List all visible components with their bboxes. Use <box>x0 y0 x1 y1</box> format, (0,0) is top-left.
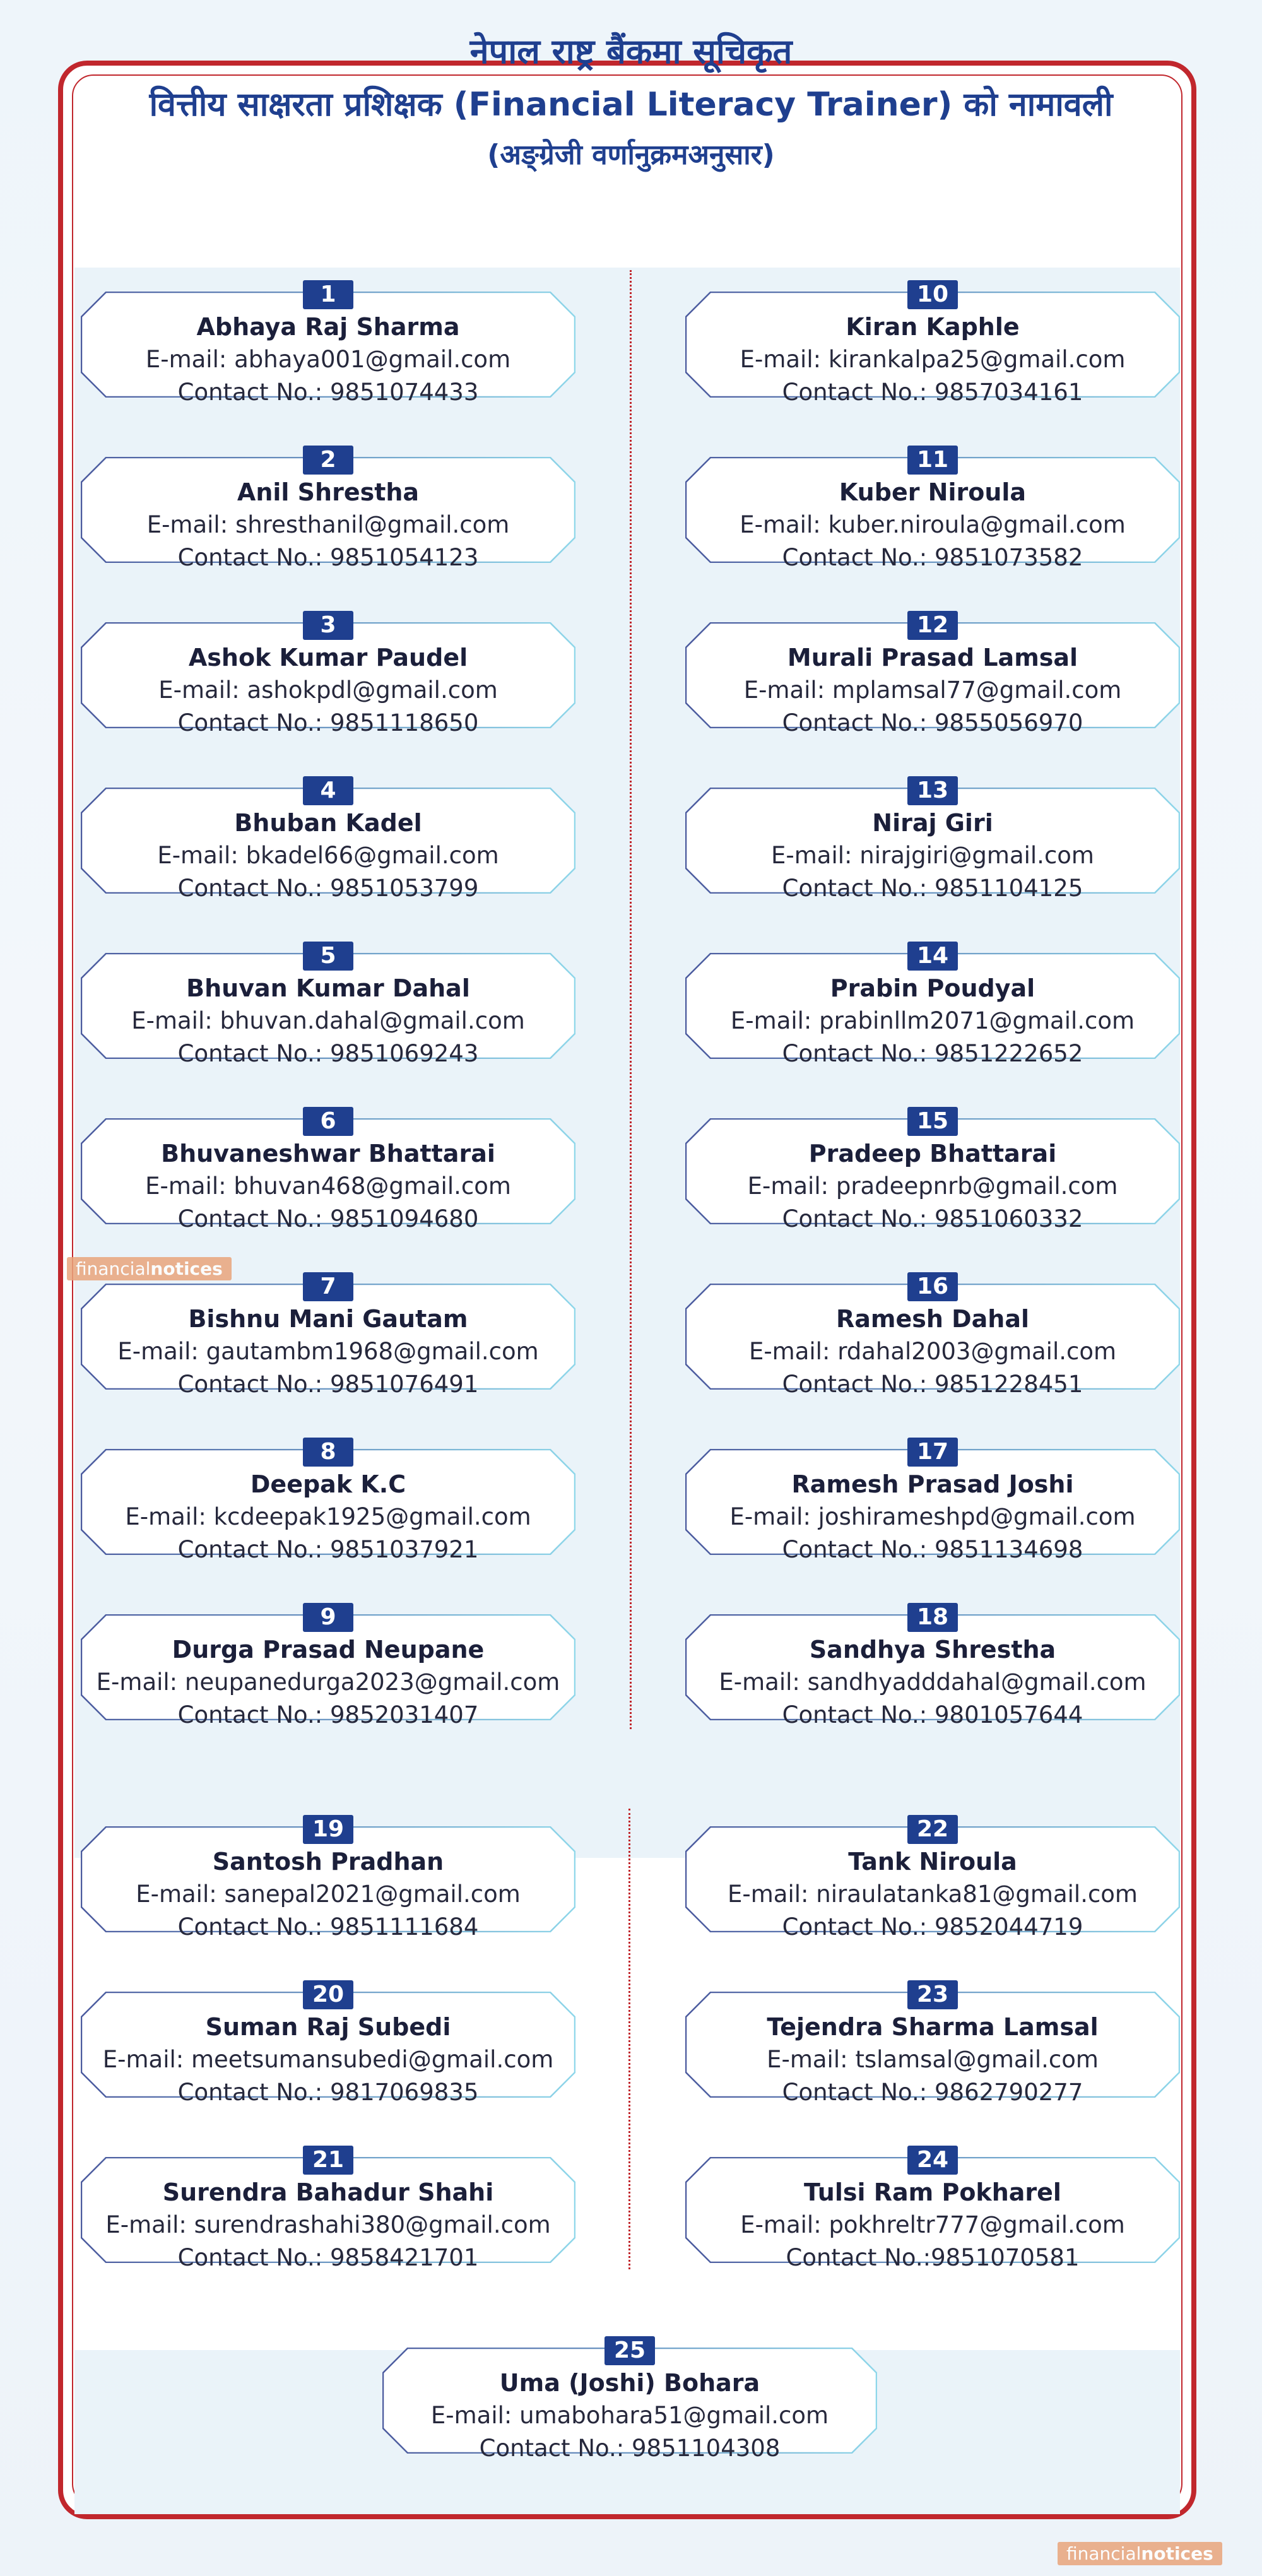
email-label: E-mail: <box>430 2402 520 2429</box>
document-header <box>0 25 1262 179</box>
trainer-email-row <box>382 2402 877 2429</box>
email-label: E-mail: <box>719 1669 808 1696</box>
contact-label: Contact No.: <box>782 379 935 406</box>
trainer-contact[interactable]: 9851222652 <box>934 1040 1083 1067</box>
trainer-contact-row <box>685 2079 1180 2106</box>
trainer-email-row <box>685 2046 1180 2073</box>
trainer-card <box>685 2147 1180 2271</box>
trainer-contact-row <box>81 1913 575 1941</box>
trainer-contact-row <box>81 544 575 571</box>
trainer-email-row <box>81 1007 575 1034</box>
trainer-number-badge: 11 <box>907 446 958 475</box>
trainer-number-badge: 17 <box>907 1438 958 1467</box>
trainer-email[interactable]: mplamsal77@gmail.com <box>832 676 1122 704</box>
trainer-contact-row <box>685 1913 1180 1941</box>
trainer-number-badge: 2 <box>303 446 353 475</box>
trainer-number-badge: 9 <box>303 1603 353 1632</box>
trainer-contact[interactable]: 9851053799 <box>329 875 479 902</box>
contact-label: Contact No.: <box>177 1371 330 1398</box>
trainer-name: Ashok Kumar Paudel <box>188 644 468 671</box>
trainer-email-row <box>685 511 1180 538</box>
trainer-name: Kiran Kaphle <box>846 313 1020 341</box>
trainer-email[interactable]: rdahal2003@gmail.com <box>837 1338 1117 1365</box>
trainer-email-row <box>685 1503 1180 1530</box>
email-label: E-mail: <box>145 1173 234 1200</box>
email-label: E-mail: <box>136 1881 225 1908</box>
contact-label: Contact No.: <box>177 875 330 902</box>
trainer-email[interactable]: prabinllm2071@gmail.com <box>819 1007 1135 1034</box>
email-label: E-mail: <box>730 1007 820 1034</box>
trainer-contact[interactable]: 9851037921 <box>329 1536 479 1563</box>
contact-label: Contact No.: <box>177 1913 330 1941</box>
contact-label: Contact No.: <box>786 2244 931 2271</box>
trainer-contact[interactable]: 9851111684 <box>329 1913 479 1941</box>
contact-label: Contact No.: <box>782 1371 935 1398</box>
trainer-email-row <box>685 676 1180 704</box>
watermark-text-2: notices <box>1141 2543 1213 2564</box>
trainer-card <box>81 1108 575 1232</box>
trainer-name: Murali Prasad Lamsal <box>787 644 1078 671</box>
trainer-contact-row <box>81 1371 575 1398</box>
trainer-card <box>382 2337 877 2462</box>
trainer-email[interactable]: gautambm1968@gmail.com <box>206 1338 539 1365</box>
trainer-number-badge: 12 <box>907 611 958 640</box>
trainer-email[interactable]: niraulatanka81@gmail.com <box>816 1881 1138 1908</box>
contact-label: Contact No.: <box>479 2435 632 2462</box>
trainer-email-row <box>81 1669 575 1696</box>
trainer-name: Pradeep Bhattarai <box>808 1140 1057 1167</box>
email-label: E-mail: <box>146 511 235 538</box>
trainer-email[interactable]: kcdeepak1925@gmail.com <box>213 1503 531 1530</box>
trainer-name: Niraj Giri <box>872 809 993 837</box>
trainer-contact-row <box>685 1040 1180 1067</box>
contact-label: Contact No.: <box>782 1040 935 1067</box>
trainer-card <box>685 612 1180 736</box>
contact-label: Contact No.: <box>177 1205 330 1232</box>
trainer-name: Kuber Niroula <box>839 478 1027 506</box>
trainer-card <box>81 943 575 1067</box>
contact-label: Contact No.: <box>782 544 935 571</box>
trainer-contact[interactable]: 9857034161 <box>934 379 1083 406</box>
trainer-email-row <box>81 1503 575 1530</box>
trainer-name: Suman Raj Subedi <box>205 2013 451 2041</box>
column-divider-bottom <box>628 1809 630 2269</box>
trainer-number-badge: 7 <box>303 1272 353 1301</box>
email-label: E-mail: <box>743 676 832 704</box>
trainer-email[interactable]: kuber.niroula@gmail.com <box>828 511 1126 538</box>
trainer-card <box>685 777 1180 902</box>
trainer-contact-row <box>81 1536 575 1563</box>
trainer-contact[interactable]: 9817069835 <box>329 2079 479 2106</box>
trainer-contact[interactable]: 9852031407 <box>329 1701 479 1728</box>
trainer-contact-row <box>685 1536 1180 1563</box>
email-label: E-mail: <box>102 2046 191 2073</box>
trainer-name: Bishnu Mani Gautam <box>188 1305 468 1333</box>
trainer-email[interactable]: bhuvan468@gmail.com <box>233 1173 511 1200</box>
trainer-email-row <box>685 2211 1180 2238</box>
contact-label: Contact No.: <box>177 544 330 571</box>
contact-label: Contact No.: <box>782 1205 935 1232</box>
trainer-number-badge: 19 <box>303 1815 353 1844</box>
trainer-number-badge: 21 <box>303 2146 353 2175</box>
trainer-email-row <box>81 346 575 373</box>
trainer-email-row <box>685 1173 1180 1200</box>
trainer-name: Tejendra Sharma Lamsal <box>767 2013 1099 2041</box>
trainer-email-row <box>81 842 575 869</box>
trainer-card <box>81 447 575 571</box>
trainer-email[interactable]: abhaya001@gmail.com <box>234 346 511 373</box>
trainer-contact[interactable]: 9851094680 <box>329 1205 479 1232</box>
trainer-number-badge: 25 <box>604 2336 655 2365</box>
trainer-email[interactable]: neupanedurga2023@gmail.com <box>184 1669 560 1696</box>
email-label: E-mail: <box>117 1338 206 1365</box>
trainer-card <box>81 1439 575 1563</box>
trainer-contact-row <box>685 2244 1180 2271</box>
trainer-number-badge: 13 <box>907 776 958 805</box>
trainer-email[interactable]: sandhyadddahal@gmail.com <box>807 1669 1147 1696</box>
trainer-contact-row <box>81 1205 575 1232</box>
contact-label: Contact No.: <box>782 1536 935 1563</box>
trainer-name: Surendra Bahadur Shahi <box>162 2178 494 2206</box>
trainer-name: Tulsi Ram Pokharel <box>804 2178 1061 2206</box>
trainer-name: Uma (Joshi) Bohara <box>499 2369 760 2397</box>
watermark-text-1: financial <box>1066 2543 1141 2564</box>
trainer-contact[interactable]: 9858421701 <box>329 2244 479 2271</box>
trainer-email[interactable]: ashokpdl@gmail.com <box>247 676 498 704</box>
contact-label: Contact No.: <box>177 1701 330 1728</box>
trainer-card <box>685 1439 1180 1563</box>
trainer-contact-row <box>81 875 575 902</box>
trainer-contact[interactable]: 9851228451 <box>934 1371 1083 1398</box>
trainer-contact-row <box>685 709 1180 736</box>
email-label: E-mail: <box>96 1669 185 1696</box>
trainer-name: Abhaya Raj Sharma <box>196 313 460 341</box>
trainer-email-row <box>81 511 575 538</box>
trainer-contact-row <box>81 379 575 406</box>
trainer-number-badge: 20 <box>303 1980 353 2009</box>
trainer-contact-row <box>685 1371 1180 1398</box>
contact-label: Contact No.: <box>782 709 935 736</box>
trainer-email[interactable]: bkadel66@gmail.com <box>245 842 499 869</box>
trainer-card <box>81 1816 575 1941</box>
trainer-email-row <box>685 1669 1180 1696</box>
trainer-contact[interactable]: 9851054123 <box>329 544 479 571</box>
trainer-number-badge: 14 <box>907 942 958 971</box>
title-line-3: (अङ्ग्रेजी वर्णानुक्रमअनुसार) <box>487 139 775 171</box>
contact-label: Contact No.: <box>782 1913 935 1941</box>
trainer-email-row <box>81 1881 575 1908</box>
trainer-contact-row <box>81 2079 575 2106</box>
trainer-card <box>685 1273 1180 1398</box>
trainer-name: Bhuvaneshwar Bhattarai <box>161 1140 495 1167</box>
contact-label: Contact No.: <box>177 379 330 406</box>
trainer-card <box>81 1982 575 2106</box>
trainer-email[interactable]: meetsumansubedi@gmail.com <box>191 2046 554 2073</box>
email-label: E-mail: <box>771 842 860 869</box>
email-label: E-mail: <box>728 1881 817 1908</box>
email-label: E-mail: <box>748 1338 838 1365</box>
trainer-contact-row <box>81 1701 575 1728</box>
trainer-name: Bhuban Kadel <box>234 809 422 837</box>
trainer-email-row <box>81 676 575 704</box>
trainer-email-row <box>685 1338 1180 1365</box>
email-label: E-mail: <box>729 1503 818 1530</box>
trainer-contact[interactable]: 9852044719 <box>934 1913 1083 1941</box>
trainer-contact-row <box>81 2244 575 2271</box>
trainer-email-row <box>81 1338 575 1365</box>
trainer-number-badge: 15 <box>907 1107 958 1136</box>
trainer-email-row <box>685 842 1180 869</box>
trainer-number-badge: 10 <box>907 280 958 309</box>
trainer-contact[interactable]: 9862790277 <box>934 2079 1083 2106</box>
email-label: E-mail: <box>747 1173 836 1200</box>
trainer-name: Ramesh Prasad Joshi <box>791 1470 1074 1498</box>
trainer-number-badge: 4 <box>303 776 353 805</box>
trainer-contact-row <box>382 2435 877 2462</box>
trainer-card <box>81 1604 575 1728</box>
trainer-contact[interactable]: 9851073582 <box>934 544 1083 571</box>
trainer-number-badge: 3 <box>303 611 353 640</box>
trainer-email[interactable]: pokhreltr777@gmail.com <box>829 2211 1125 2238</box>
trainer-card <box>685 1108 1180 1232</box>
trainer-contact[interactable]: 9851104308 <box>631 2435 781 2462</box>
email-label: E-mail: <box>740 2211 829 2238</box>
email-label: E-mail: <box>105 2211 194 2238</box>
trainer-name: Anil Shrestha <box>237 478 420 506</box>
trainer-name: Tank Niroula <box>848 1848 1017 1876</box>
trainer-contact[interactable]: 9855056970 <box>934 709 1083 736</box>
trainer-email[interactable]: sanepal2021@gmail.com <box>224 1881 521 1908</box>
trainer-email[interactable]: shresthanil@gmail.com <box>235 511 510 538</box>
trainer-email[interactable]: tslamsal@gmail.com <box>855 2046 1099 2073</box>
contact-label: Contact No.: <box>177 2079 330 2106</box>
trainer-email[interactable]: joshirameshpd@gmail.com <box>818 1503 1136 1530</box>
trainer-email-row <box>685 1007 1180 1034</box>
trainer-card <box>81 2147 575 2271</box>
trainer-email-row <box>81 2046 575 2073</box>
email-label: E-mail: <box>158 676 247 704</box>
contact-label: Contact No.: <box>177 1040 330 1067</box>
email-label: E-mail: <box>767 2046 856 2073</box>
trainer-email-row <box>685 1881 1180 1908</box>
trainer-contact[interactable]: 9851060332 <box>934 1205 1083 1232</box>
trainer-contact[interactable]: 9851074433 <box>329 379 479 406</box>
trainer-name: Prabin Poudyal <box>830 974 1035 1002</box>
trainer-card <box>685 1982 1180 2106</box>
trainer-email[interactable]: kirankalpa25@gmail.com <box>828 346 1126 373</box>
trainer-card <box>685 447 1180 571</box>
trainer-number-badge: 8 <box>303 1438 353 1467</box>
trainer-contact[interactable]: 9851104125 <box>934 875 1083 902</box>
trainer-number-badge: 23 <box>907 1980 958 2009</box>
trainer-name: Durga Prasad Neupane <box>172 1636 485 1663</box>
trainer-contact-row <box>685 875 1180 902</box>
email-label: E-mail: <box>740 511 829 538</box>
trainer-email-row <box>81 1173 575 1200</box>
trainer-email[interactable]: bhuvan.dahal@gmail.com <box>220 1007 525 1034</box>
trainer-contact-row <box>685 379 1180 406</box>
contact-label: Contact No.: <box>782 1701 935 1728</box>
contact-label: Contact No.: <box>177 709 330 736</box>
trainer-card <box>685 1816 1180 1941</box>
trainer-contact[interactable]: 9851118650 <box>329 709 479 736</box>
trainer-contact-row <box>685 1205 1180 1232</box>
trainer-card <box>81 281 575 406</box>
email-label: E-mail: <box>131 1007 220 1034</box>
trainer-number-badge: 16 <box>907 1272 958 1301</box>
watermark-badge-corner <box>1058 2542 1222 2565</box>
contact-label: Contact No.: <box>782 875 935 902</box>
trainer-card <box>685 943 1180 1067</box>
trainer-card <box>685 281 1180 406</box>
email-label: E-mail: <box>157 842 246 869</box>
trainer-contact-row <box>685 1701 1180 1728</box>
title-line-1: नेपाल राष्ट्र बैंकमा सूचिकृत <box>469 32 793 71</box>
contact-label: Contact No.: <box>177 1536 330 1563</box>
trainer-name: Ramesh Dahal <box>835 1305 1030 1333</box>
trainer-email[interactable]: surendrashahi380@gmail.com <box>194 2211 551 2238</box>
trainer-contact-row <box>81 709 575 736</box>
trainer-email[interactable]: umabohara51@gmail.com <box>519 2402 829 2429</box>
email-label: E-mail: <box>740 346 829 373</box>
trainer-number-badge: 22 <box>907 1815 958 1844</box>
watermark-text-1: financial <box>76 1258 151 1279</box>
trainer-name: Sandhya Shrestha <box>809 1636 1056 1663</box>
trainer-contact[interactable]: 9851070581 <box>931 2244 1080 2271</box>
trainer-contact-row <box>81 1040 575 1067</box>
email-label: E-mail: <box>145 346 235 373</box>
trainer-contact[interactable]: 9851069243 <box>329 1040 479 1067</box>
watermark-badge <box>67 1257 232 1280</box>
trainer-number-badge: 5 <box>303 942 353 971</box>
trainer-contact[interactable]: 9851076491 <box>329 1371 479 1398</box>
trainer-email[interactable]: nirajgiri@gmail.com <box>859 842 1094 869</box>
contact-label: Contact No.: <box>782 2079 935 2106</box>
trainer-name: Bhuvan Kumar Dahal <box>186 974 470 1002</box>
trainer-card <box>685 1604 1180 1728</box>
trainer-card <box>81 612 575 736</box>
trainer-card <box>81 1273 575 1398</box>
trainer-card <box>81 777 575 902</box>
title-line-2: वित्तीय साक्षरता प्रशिक्षक (Financial Literacy Trainer) को नामावली <box>149 86 1113 124</box>
trainer-name: Santosh Pradhan <box>212 1848 444 1876</box>
trainer-number-badge: 1 <box>303 280 353 309</box>
contact-label: Contact No.: <box>177 2244 330 2271</box>
trainer-number-badge: 24 <box>907 2146 958 2175</box>
column-divider-top <box>630 270 632 1729</box>
watermark-text-2: notices <box>150 1258 223 1279</box>
trainer-number-badge: 6 <box>303 1107 353 1136</box>
trainer-email-row <box>81 2211 575 2238</box>
trainer-email[interactable]: pradeepnrb@gmail.com <box>835 1173 1118 1200</box>
email-label: E-mail: <box>125 1503 214 1530</box>
trainer-contact[interactable]: 9801057644 <box>934 1701 1083 1728</box>
trainer-contact[interactable]: 9851134698 <box>934 1536 1083 1563</box>
trainer-contact-row <box>685 544 1180 571</box>
trainer-number-badge: 18 <box>907 1603 958 1632</box>
trainer-name: Deepak K.C <box>250 1470 406 1498</box>
trainer-email-row <box>685 346 1180 373</box>
